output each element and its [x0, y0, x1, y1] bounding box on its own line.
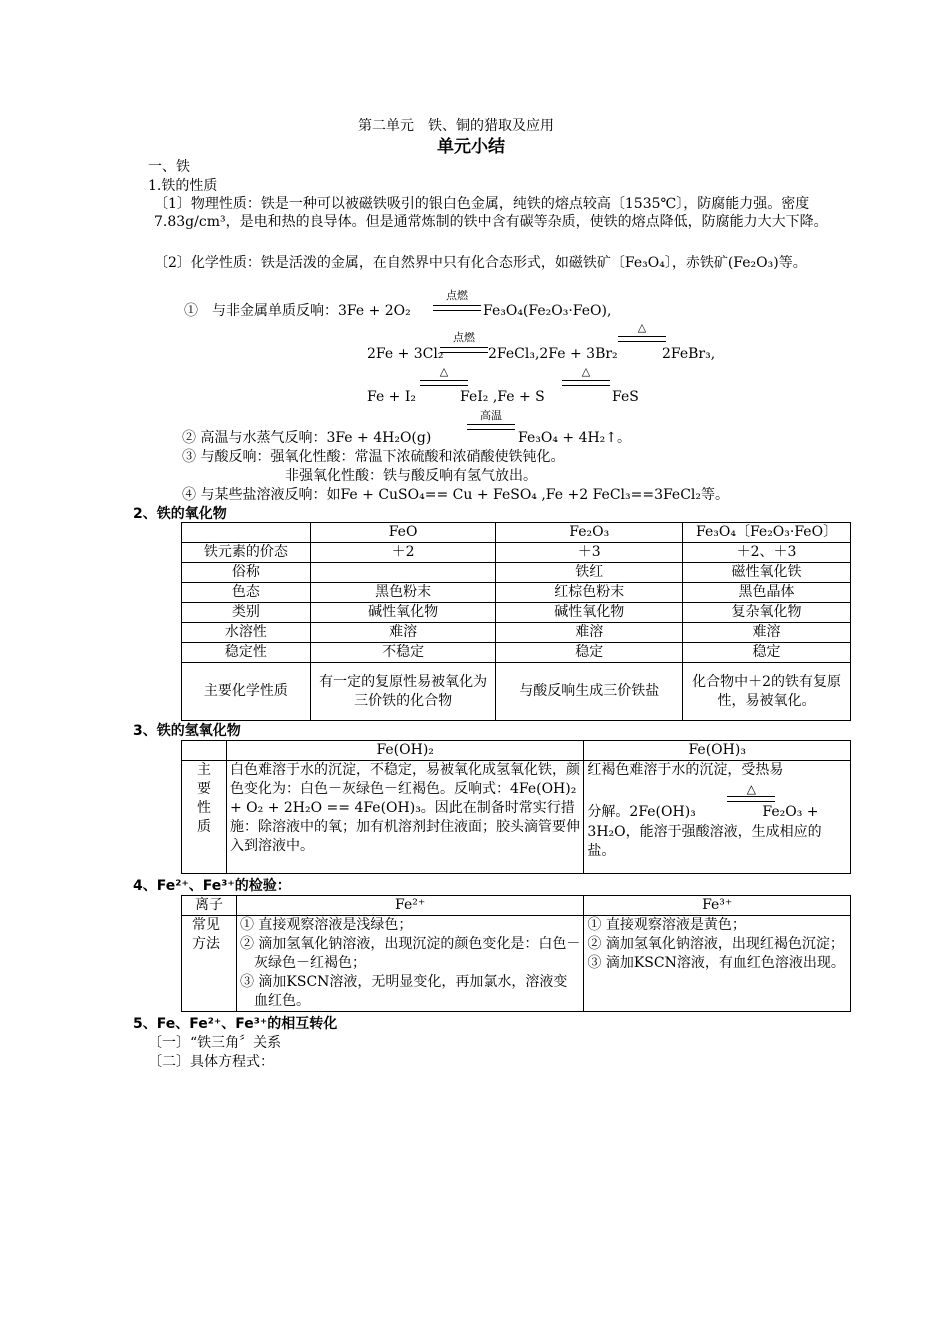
reaction-br2: 2FeCl₃,2Fe + 3Br₂: [488, 346, 618, 362]
table-cell: 不稳定: [310, 643, 496, 663]
equals-sign: [562, 380, 610, 386]
equals-sign: [420, 380, 468, 386]
specific-equations: 〔二〕具体方程式：: [148, 1054, 274, 1070]
section-subtitle: 第二单元 铁、铜的猎取及应用: [358, 118, 554, 134]
reaction-i2: Fe + I₂: [367, 389, 417, 405]
list-item: ② 滴加氢氧化钠溶液，出现沉淀的颜色变化是：白色－灰绿色－红褐色；: [239, 936, 581, 971]
table-cell: 主要化学性质: [182, 663, 311, 721]
table-header: Fe₂O₃: [496, 523, 683, 543]
ion-tests-table: [181, 895, 851, 1012]
table-cell: 磁性氧化铁: [683, 563, 851, 583]
subheading-iron-properties: 1.铁的性质: [148, 178, 218, 194]
table-header: 离子: [182, 896, 237, 916]
list-item: ① 直接观察溶液是浅绿色；: [239, 917, 413, 933]
heading-conversion: 5、Fe、Fe²⁺、Fe³⁺的相互转化: [133, 1016, 338, 1032]
table-header: Fe₃O₄〔Fe₂O₃·FeO〕: [683, 523, 851, 543]
table-cell: 铁红: [496, 563, 683, 583]
table-cell: 有一定的复原性易被氧化为三价铁的化合物: [310, 663, 496, 721]
reaction-product: Fe₃O₄ + 4H₂↑。: [518, 430, 632, 446]
list-item: ① 直接观察溶液是黄色；: [587, 917, 746, 933]
table-cell: 黑色粉末: [310, 583, 496, 603]
hydroxide-3-line: 分解。2Fe(OH)₃: [587, 804, 696, 820]
table-cell: 色态: [182, 583, 311, 603]
iron-triangle: 〔一〕“铁三角〞关系: [148, 1035, 282, 1051]
table-cell: 俗称: [182, 563, 311, 583]
list-item: ③ 滴加KSCN溶液，有血红色溶液出现。: [587, 955, 845, 971]
equals-sign: [440, 347, 488, 353]
table-cell: 难溶: [683, 623, 851, 643]
table-cell: 难溶: [496, 623, 683, 643]
table-row: [182, 643, 851, 663]
heading-iron: 一、铁: [148, 159, 190, 175]
table-cell: 化合物中＋2的铁有复原性，易被氧化。: [683, 663, 851, 721]
table-header: FeO: [310, 523, 496, 543]
table-row: [182, 761, 851, 874]
table-row: [182, 583, 851, 603]
table-cell: ＋2: [310, 543, 496, 563]
reaction-steam: ② 高温与水蒸气反响：3Fe + 4H₂O(g): [182, 430, 432, 446]
page-title: 单元小结: [437, 137, 505, 157]
condition-high-temp: 高温: [480, 409, 502, 422]
table-row: [182, 543, 851, 563]
oxides-table: [181, 522, 851, 721]
row-header: 主要性质: [182, 761, 227, 874]
condition-ignite: 点燃: [453, 331, 475, 344]
table-header: Fe(OH)₃: [584, 741, 851, 761]
table-cell: ＋2、＋3: [683, 543, 851, 563]
condition-ignite: 点燃: [446, 289, 468, 302]
table-cell: 碱性氧化物: [496, 603, 683, 623]
reaction-nonmetal: ① 与非金属单质反响：3Fe + 2O₂: [184, 303, 411, 319]
hydroxide-2-properties: 白色难溶于水的沉淀，不稳定，易被氧化成氢氧化铁，颜色变化为：白色－灰绿色－红褐色。反响式：4Fe(OH)₂ + O₂ + 2H₂O == 4Fe(OH)₃。因此在制备时常实行措施：除溶液中的氧；加有机溶剂封住液面；胶头滴管要伸入到溶液中。: [226, 761, 583, 874]
table-cell: 铁元素的价态: [182, 543, 311, 563]
list-item: ② 滴加氢氧化钠溶液，出现红褐色沉淀；: [587, 936, 844, 952]
table-cell: 稳定性: [182, 643, 311, 663]
heading-oxides: 2、铁的氧化物: [133, 506, 227, 522]
reaction-acid-2: 非强氧化性酸：铁与酸反响有氢气放出。: [285, 468, 537, 484]
table-cell: ＋3: [496, 543, 683, 563]
table-cell: [310, 563, 496, 583]
fe3-methods: [584, 916, 851, 1012]
row-header: 常见方法: [182, 916, 237, 1012]
table-row: [182, 623, 851, 643]
table-row: [182, 663, 851, 721]
hydroxide-3-line: 3H₂O，能溶于强酸溶液，生成相应的盐。: [587, 824, 822, 859]
hydroxide-3-line: Fe₂O₃ +: [762, 804, 819, 820]
equals-sign: [727, 796, 775, 802]
table-cell: 红棕色粉末: [496, 583, 683, 603]
reaction-cl2: 2Fe + 3Cl₂: [367, 346, 444, 362]
heading-hydroxides: 3、铁的氢氧化物: [133, 723, 241, 739]
table-cell: 与酸反响生成三价铁盐: [496, 663, 683, 721]
table-cell: 复杂氧化物: [683, 603, 851, 623]
equals-sign: [433, 305, 481, 311]
hydroxide-3-properties: [584, 761, 851, 874]
fe2-methods: [236, 916, 583, 1012]
table-cell: 难溶: [310, 623, 496, 643]
table-header: Fe³⁺: [584, 896, 851, 916]
list-item: ③ 滴加KSCN溶液，无明显变化，再加氯水，溶液变血红色。: [239, 974, 568, 1009]
table-cell: 稳定: [496, 643, 683, 663]
condition-heat: △: [637, 321, 647, 334]
equals-sign: [618, 336, 666, 342]
table-header: [182, 523, 311, 543]
physical-properties: 〔1〕物理性质：铁是一种可以被磁铁吸引的银白色金属，纯铁的熔点较高〔1535℃〕，防腐能力强。密度7.83g/cm³，是电和热的良导体。但是通常炼制的铁中含有碳等杂质，使铁的熔点降低，防腐能力大大下降。: [154, 196, 828, 230]
hydroxide-3-line: 红褐色难溶于水的沉淀，受热易: [587, 762, 784, 778]
table-cell: 黑色晶体: [683, 583, 851, 603]
table-header: Fe²⁺: [236, 896, 583, 916]
table-cell: 碱性氧化物: [310, 603, 496, 623]
reaction-acid: ③ 与酸反响：强氧化性酸：常温下浓硫酸和浓硝酸使铁钝化。: [182, 449, 565, 465]
reaction-s: FeI₂ ,Fe + S: [460, 389, 545, 405]
table-header: Fe(OH)₂: [226, 741, 583, 761]
heading-ion-tests: 4、Fe²⁺、Fe³⁺的检验：: [133, 878, 291, 894]
condition-heat: △: [746, 782, 757, 796]
reaction-product: FeS: [612, 389, 639, 405]
equals-sign: [467, 424, 515, 430]
table-row: [182, 603, 851, 623]
table-cell: 稳定: [683, 643, 851, 663]
table-row: [182, 916, 851, 1012]
hydroxides-table: [181, 740, 851, 874]
reaction-product: Fe₃O₄(Fe₂O₃·FeO),: [483, 303, 612, 319]
reaction-product: 2FeBr₃,: [662, 346, 716, 362]
condition-heat: △: [581, 365, 591, 378]
table-header: [182, 741, 227, 761]
chemical-properties: 〔2〕化学性质：铁是活泼的金属，在自然界中只有化合态形式，如磁铁矿〔Fe₃O₄〕，赤铁矿(Fe₂O₃)等。: [154, 255, 807, 271]
reaction-salt: ④ 与某些盐溶液反响：如Fe + CuSO₄== Cu + FeSO₄ ,Fe +2 FeCl₃==3FeCl₂等。: [182, 487, 730, 503]
table-row: [182, 563, 851, 583]
table-cell: 类别: [182, 603, 311, 623]
condition-heat: △: [439, 365, 449, 378]
table-cell: 水溶性: [182, 623, 311, 643]
